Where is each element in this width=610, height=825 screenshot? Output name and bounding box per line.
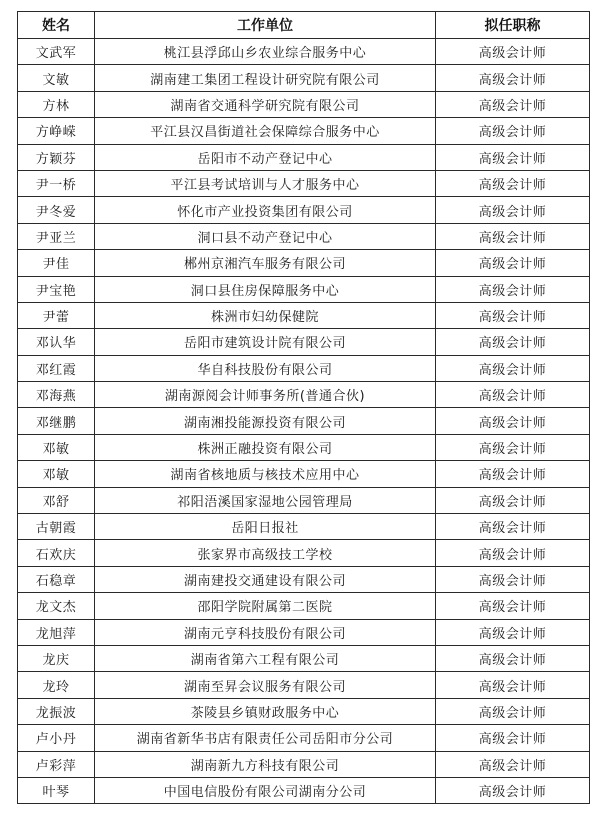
table-row — [18, 487, 590, 513]
table-row — [18, 250, 590, 276]
cell-title: 高级会计师 — [436, 276, 590, 302]
cell-org: 平江县考试培训与人才服务中心 — [95, 170, 436, 196]
cell-title: 高级会计师 — [436, 118, 590, 144]
cell-org: 株洲市妇幼保健院 — [95, 302, 436, 328]
table-row — [18, 461, 590, 487]
table-row — [18, 355, 590, 381]
cell-title: 高级会计师 — [436, 434, 590, 460]
cell-org: 平江县汉昌街道社会保障综合服务中心 — [95, 118, 436, 144]
cell-name: 邓海燕 — [18, 382, 95, 408]
cell-title: 高级会计师 — [436, 487, 590, 513]
cell-name: 文武军 — [18, 39, 95, 65]
table-row — [18, 65, 590, 91]
cell-name: 方峥嵘 — [18, 118, 95, 144]
cell-org: 湖南至昇会议服务有限公司 — [95, 672, 436, 698]
table-row — [18, 408, 590, 434]
table-row — [18, 39, 590, 65]
header-org: 工作单位 — [95, 12, 436, 39]
cell-title: 高级会计师 — [436, 65, 590, 91]
cell-org: 湖南源阅会计师事务所(普通合伙) — [95, 382, 436, 408]
cell-name: 龙文杰 — [18, 593, 95, 619]
table-row — [18, 566, 590, 592]
table-row — [18, 329, 590, 355]
cell-name: 尹蕾 — [18, 302, 95, 328]
table-row — [18, 619, 590, 645]
cell-org: 湖南省交通科学研究院有限公司 — [95, 91, 436, 117]
cell-title: 高级会计师 — [436, 329, 590, 355]
cell-org: 岳阳市不动产登记中心 — [95, 144, 436, 170]
cell-org: 洞口县住房保障服务中心 — [95, 276, 436, 302]
cell-org: 岳阳日报社 — [95, 514, 436, 540]
cell-title: 高级会计师 — [436, 751, 590, 777]
cell-name: 邓敏 — [18, 461, 95, 487]
cell-title: 高级会计师 — [436, 250, 590, 276]
cell-title: 高级会计师 — [436, 540, 590, 566]
cell-title: 高级会计师 — [436, 645, 590, 671]
cell-title: 高级会计师 — [436, 698, 590, 724]
table-row — [18, 434, 590, 460]
cell-name: 文敏 — [18, 65, 95, 91]
cell-name: 尹一桥 — [18, 170, 95, 196]
cell-title: 高级会计师 — [436, 566, 590, 592]
cell-org: 茶陵县乡镇财政服务中心 — [95, 698, 436, 724]
cell-org: 湖南湘投能源投资有限公司 — [95, 408, 436, 434]
cell-title: 高级会计师 — [436, 725, 590, 751]
table-body — [18, 39, 590, 804]
cell-title: 高级会计师 — [436, 672, 590, 698]
cell-name: 尹亚兰 — [18, 223, 95, 249]
cell-org: 张家界市高级技工学校 — [95, 540, 436, 566]
table-row — [18, 382, 590, 408]
cell-title: 高级会计师 — [436, 777, 590, 803]
cell-title: 高级会计师 — [436, 39, 590, 65]
cell-name: 尹佳 — [18, 250, 95, 276]
header-name: 姓名 — [18, 12, 95, 39]
cell-org: 郴州京湘汽车服务有限公司 — [95, 250, 436, 276]
table-row — [18, 276, 590, 302]
header-row — [18, 12, 590, 39]
cell-title: 高级会计师 — [436, 514, 590, 540]
cell-name: 卢彩萍 — [18, 751, 95, 777]
cell-title: 高级会计师 — [436, 408, 590, 434]
table-row — [18, 144, 590, 170]
cell-org: 岳阳市建筑设计院有限公司 — [95, 329, 436, 355]
cell-org: 湖南省第六工程有限公司 — [95, 645, 436, 671]
cell-name: 叶琴 — [18, 777, 95, 803]
cell-org: 湖南建工集团工程设计研究院有限公司 — [95, 65, 436, 91]
cell-title: 高级会计师 — [436, 302, 590, 328]
table-row — [18, 751, 590, 777]
cell-org: 湖南新九方科技有限公司 — [95, 751, 436, 777]
table-row — [18, 725, 590, 751]
cell-name: 石欢庆 — [18, 540, 95, 566]
roster-table — [17, 11, 590, 804]
table-row — [18, 645, 590, 671]
cell-name: 邓红霞 — [18, 355, 95, 381]
cell-name: 石稳章 — [18, 566, 95, 592]
cell-name: 龙庆 — [18, 645, 95, 671]
cell-title: 高级会计师 — [436, 382, 590, 408]
cell-name: 龙振波 — [18, 698, 95, 724]
cell-name: 邓继鹏 — [18, 408, 95, 434]
cell-title: 高级会计师 — [436, 593, 590, 619]
cell-name: 龙旭萍 — [18, 619, 95, 645]
cell-org: 华自科技股份有限公司 — [95, 355, 436, 381]
cell-title: 高级会计师 — [436, 170, 590, 196]
table-row — [18, 672, 590, 698]
table-header — [18, 12, 590, 39]
table-row — [18, 170, 590, 196]
cell-title: 高级会计师 — [436, 355, 590, 381]
table-row — [18, 118, 590, 144]
header-title: 拟任职称 — [436, 12, 590, 39]
cell-org: 湖南元亨科技股份有限公司 — [95, 619, 436, 645]
cell-name: 尹宝艳 — [18, 276, 95, 302]
cell-org: 湖南省核地质与核技术应用中心 — [95, 461, 436, 487]
cell-org: 湖南建投交通建设有限公司 — [95, 566, 436, 592]
cell-org: 中国电信股份有限公司湖南分公司 — [95, 777, 436, 803]
table-row — [18, 593, 590, 619]
table-row — [18, 540, 590, 566]
cell-org: 邵阳学院附属第二医院 — [95, 593, 436, 619]
table-row — [18, 777, 590, 803]
table-row — [18, 91, 590, 117]
cell-org: 怀化市产业投资集团有限公司 — [95, 197, 436, 223]
table-row — [18, 514, 590, 540]
table-row — [18, 197, 590, 223]
cell-org: 桃江县浮邱山乡农业综合服务中心 — [95, 39, 436, 65]
cell-title: 高级会计师 — [436, 91, 590, 117]
cell-title: 高级会计师 — [436, 144, 590, 170]
cell-title: 高级会计师 — [436, 619, 590, 645]
cell-name: 龙玲 — [18, 672, 95, 698]
cell-name: 方林 — [18, 91, 95, 117]
cell-org: 祁阳浯溪国家湿地公园管理局 — [95, 487, 436, 513]
cell-name: 邓舒 — [18, 487, 95, 513]
table-row — [18, 223, 590, 249]
cell-title: 高级会计师 — [436, 223, 590, 249]
cell-org: 株洲正融投资有限公司 — [95, 434, 436, 460]
cell-name: 卢小丹 — [18, 725, 95, 751]
document-title — [0, 0, 610, 11]
cell-org: 湖南省新华书店有限责任公司岳阳市分公司 — [95, 725, 436, 751]
cell-name: 古朝霞 — [18, 514, 95, 540]
cell-title: 高级会计师 — [436, 197, 590, 223]
cell-org: 洞口县不动产登记中心 — [95, 223, 436, 249]
table-row — [18, 302, 590, 328]
cell-name: 邓敏 — [18, 434, 95, 460]
cell-title: 高级会计师 — [436, 461, 590, 487]
cell-name: 尹冬爱 — [18, 197, 95, 223]
table-row — [18, 698, 590, 724]
cell-name: 方颖芬 — [18, 144, 95, 170]
cell-name: 邓认华 — [18, 329, 95, 355]
